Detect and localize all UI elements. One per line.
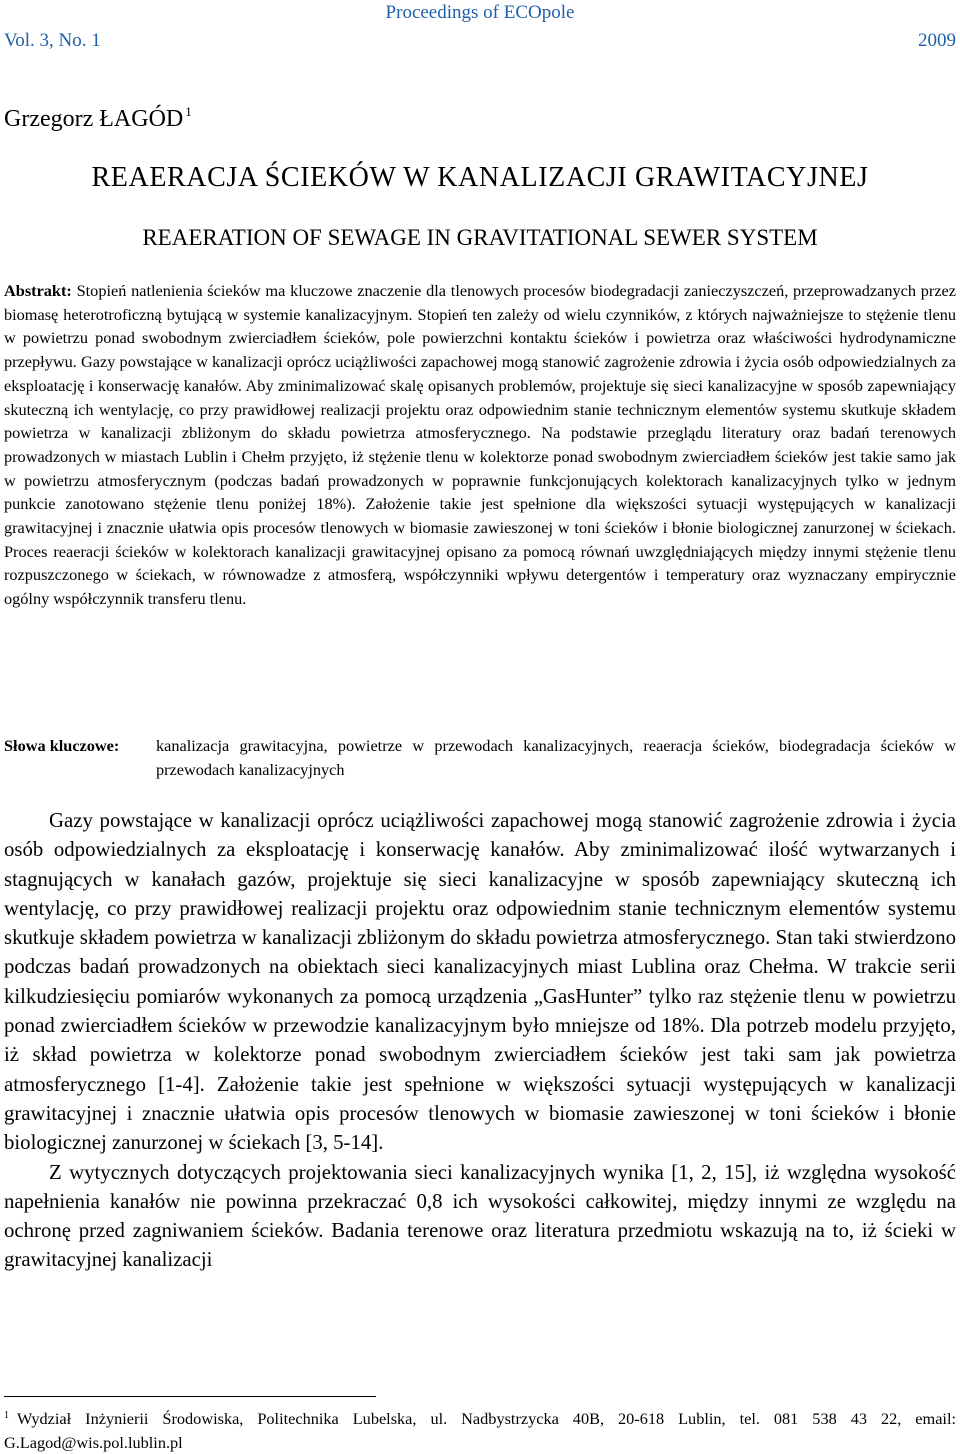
keywords	[4, 734, 956, 781]
body-paragraph: Z wytycznych dotyczących projektowania sieci kanalizacyjnych wynika [1, 2, 15], iż względna wysokość napełnienia kanałów nie powinna przekraczać 0,8 ich wysokości całkowitej, między innymi ze względu na ochronę przed zagniwaniem ścieków. Badania terenowe oraz literatura przedmiotu wskazują na to, iż ścieki w grawitacyjnej kanalizacji	[4, 1160, 956, 1272]
year-label: 2009	[918, 30, 956, 51]
keywords-label: Słowa kluczowe:	[4, 736, 120, 755]
title-english: REAERATION OF SEWAGE IN GRAVITATIONAL SEWER SYSTEM	[142, 225, 818, 250]
footnote-divider	[4, 1396, 376, 1397]
author-line	[4, 104, 192, 133]
footnote-text: Wydział Inżynierii Środowiska, Politechnika Lubelska, ul. Nadbystrzycka 40B, 20-618 Lublin, tel. 081 538 43 22, email: G.Lagod@wis.pol.lublin.pl	[4, 1409, 956, 1452]
footnote-mark: 1	[4, 1410, 9, 1421]
body-paragraph: Gazy powstające w kanalizacji oprócz uciążliwości zapachowej mogą stanowić zagrożenie zdrowia i życia osób odpowiedzialnych za eksploatację i konserwację kanałów. Aby zminimalizować ilość wytwarzanych i stagnujących w kanałach gazów, projektuje się sieci kanalizacyjne w sposób zapewniający skuteczną ich wentylację, co przy prawidłowej realizacji projektu oraz odpowiednim stanie technicznym elementów systemu skutkuje składem powietrza w kanalizacji zbliżonym do składu powietrza atmosferycznego. Stan taki stwierdzono podczas badań prowadzonych na obiektach sieci kanalizacyjnych miast Lublina oraz Chełma. W trakcie serii kilkudziesięciu pomiarów wykonanych za pomocą urządzenia „GasHunter” tylko raz stężenie tlenu w powietrzu ponad zwierciadłem ścieków w przewodzie kanalizacyjnym było mniejsze od 18%. Dla potrzeb modelu przyjęto, iż skład powietrza w kolektorze ponad swobodnym zwierciadłem ścieków jest taki sam jak powietrza atmosferycznego [1-4]. Założenie takie jest spełnione w większości sytuacji występujących w kanalizacji grawitacyjnej i znacznie ułatwia opis procesów tlenowych w biomasie zawieszonej w toni ścieków i błonie biologicznej zanurzonej w ściekach [3, 5-14].	[4, 809, 956, 1155]
footnote	[4, 1404, 956, 1454]
author-name: Grzegorz ŁAGÓD	[4, 106, 184, 132]
journal-name: Proceedings of ECOpole	[385, 2, 575, 23]
abstract-text: Stopień natlenienia ścieków ma kluczowe znaczenie dla tlenowych procesów biodegradacji zanieczyszczeń, przeprowadzanych przez biomasę heterotroficzną bytującą w systemie kanalizacyjnym. Stopień ten zależy od wielu czynników, z których najważniejsze to stężenie tlenu w powietrzu ponad swobodnym zwierciadłem ścieków, pole powierzchni kontaktu ścieków i powietrza oraz właściwości hydrodynamiczne przepływu. Gazy powstające w kanalizacji oprócz uciążliwości zapachowej mogą stanowić zagrożenie zdrowia i życia osób odpowiedzialnych za eksploatację i konserwację kanałów. Aby zminimalizować skalę opisanych problemów, projektuje się sieci kanalizacyjne w sposób zapewniający skuteczną ich wentylację, co przy prawidłowej realizacji projektu oraz odpowiednim stanie technicznym elementów systemu skutkuje składem powietrza w kanalizacji zbliżonym do składu powietrza atmosferycznego. Na podstawie przeglądu literatury oraz badań terenowych prowadzonych w miastach Lublin i Chełm przyjęto, iż stężenie tlenu w kolektorze ponad swobodnym zwierciadłem ścieków jest takie samo jak w powietrzu atmosferycznym (podczas badań prowadzonych w poprawnie funkcjonujących kolektorach kanalizacyjnych tylko w jednym punkcie zanotowano stężenie tlenu poniżej 18%). Założenie takie jest spełnione dla większości sytuacji występujących w kanalizacji grawitacyjnej i znacznie ułatwia opis procesów tlenowych w biomasie zawieszonej w toni ścieków i błonie biologicznej zanurzonej w ściekach. Proces reaeracji ścieków w kolektorach kanalizacji grawitacyjnej opisano za pomocą równań uwzględniających między innymi stężenie tlenu rozpuszczonego w ściekach, w równowadze z atmosferą, współczynniki wpływu detergentów i temperatury oraz wyznaczany empirycznie ogólny współczynnik transferu tlenu.	[4, 281, 956, 609]
body-text	[4, 806, 956, 1275]
keywords-text: kanalizacja grawitacyjna, powietrze w przewodach kanalizacyjnych, reaeracja ścieków, biodegradacja ścieków w przewodach kanalizacyjnych	[156, 736, 956, 779]
title-polish: REAERACJA ŚCIEKÓW W KANALIZACJI GRAWITACYJNEJ	[91, 162, 869, 193]
abstract-label: Abstrakt:	[4, 281, 72, 300]
volume-label: Vol. 3, No. 1	[4, 30, 101, 51]
author-footnote-mark: 1	[185, 104, 192, 119]
abstract	[4, 279, 956, 611]
